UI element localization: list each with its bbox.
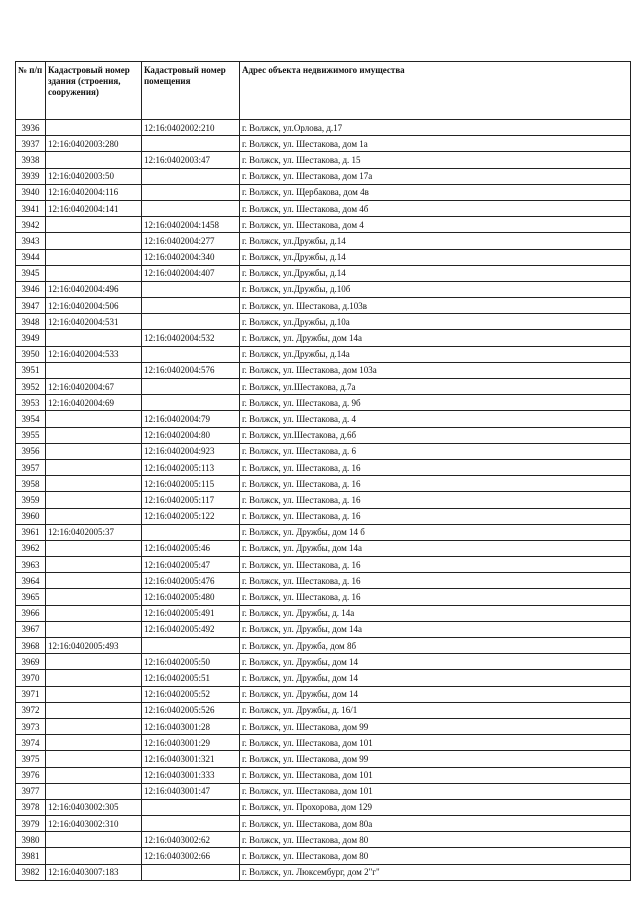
- table-row: [16, 621, 631, 637]
- building-cadastral-cell: [46, 670, 142, 686]
- address-cell: г. Волжск, ул. Шестакова, дом 17а: [240, 168, 631, 184]
- row-num-cell: 3974: [16, 735, 46, 751]
- building-cadastral-cell: [46, 783, 142, 799]
- address-cell: г. Волжск, ул.Дружбы, д.14: [240, 249, 631, 265]
- address-cell: г. Волжск, ул. Шестакова, дом 103а: [240, 362, 631, 378]
- address-cell: г. Волжск, ул. Шестакова, дом 101: [240, 735, 631, 751]
- table-row: [16, 816, 631, 832]
- table-row: [16, 427, 631, 443]
- address-cell: г. Волжск, ул. Люксембург, дом 2"г": [240, 864, 631, 880]
- row-num-cell: 3951: [16, 362, 46, 378]
- building-cadastral-cell: [46, 330, 142, 346]
- row-num-cell: 3977: [16, 783, 46, 799]
- building-cadastral-cell: [46, 621, 142, 637]
- building-cadastral-cell: 12:16:0402004:506: [46, 298, 142, 314]
- table-row: [16, 540, 631, 556]
- building-cadastral-cell: [46, 265, 142, 281]
- header-building-cadastral: Кадастровый номер здания (строения, сооружения): [46, 62, 142, 120]
- row-num-cell: 3953: [16, 395, 46, 411]
- room-cadastral-cell: 12:16:0402004:79: [142, 411, 240, 427]
- table-row: [16, 476, 631, 492]
- room-cadastral-cell: 12:16:0402004:407: [142, 265, 240, 281]
- row-num-cell: 3947: [16, 298, 46, 314]
- address-cell: г. Волжск, ул.Дружбы, д.14: [240, 265, 631, 281]
- building-cadastral-cell: [46, 476, 142, 492]
- table-row: [16, 702, 631, 718]
- address-cell: г. Волжск, ул. Шестакова, д. 16: [240, 492, 631, 508]
- building-cadastral-cell: [46, 120, 142, 136]
- building-cadastral-cell: 12:16:0402004:533: [46, 346, 142, 362]
- building-cadastral-cell: [46, 702, 142, 718]
- table-row: [16, 330, 631, 346]
- table-row: [16, 233, 631, 249]
- row-num-cell: 3950: [16, 346, 46, 362]
- room-cadastral-cell: 12:16:0402005:50: [142, 654, 240, 670]
- table-row: [16, 168, 631, 184]
- row-num-cell: 3970: [16, 670, 46, 686]
- row-num-cell: 3937: [16, 136, 46, 152]
- room-cadastral-cell: [142, 168, 240, 184]
- building-cadastral-cell: [46, 654, 142, 670]
- address-cell: г. Волжск, ул. Шестакова, д.103в: [240, 298, 631, 314]
- building-cadastral-cell: 12:16:0402005:493: [46, 638, 142, 654]
- row-num-cell: 3954: [16, 411, 46, 427]
- table-row: [16, 459, 631, 475]
- address-cell: г. Волжск, ул. Шестакова, дом 80: [240, 832, 631, 848]
- table-row: [16, 605, 631, 621]
- table-row: [16, 379, 631, 395]
- address-cell: г. Волжск, ул.Шестакова, д.6б: [240, 427, 631, 443]
- address-cell: г. Волжск, ул.Орлова, д.17: [240, 120, 631, 136]
- room-cadastral-cell: [142, 136, 240, 152]
- building-cadastral-cell: 12:16:0403002:305: [46, 799, 142, 815]
- table-row: [16, 152, 631, 168]
- room-cadastral-cell: [142, 864, 240, 880]
- row-num-cell: 3958: [16, 476, 46, 492]
- table-row: [16, 492, 631, 508]
- room-cadastral-cell: 12:16:0402005:117: [142, 492, 240, 508]
- building-cadastral-cell: 12:16:0402004:496: [46, 281, 142, 297]
- building-cadastral-cell: 12:16:0402004:531: [46, 314, 142, 330]
- row-num-cell: 3956: [16, 443, 46, 459]
- building-cadastral-cell: [46, 217, 142, 233]
- address-cell: г. Волжск, ул.Дружбы, д.10а: [240, 314, 631, 330]
- table-row: [16, 314, 631, 330]
- room-cadastral-cell: [142, 799, 240, 815]
- room-cadastral-cell: 12:16:0402004:340: [142, 249, 240, 265]
- address-cell: г. Волжск, ул. Шестакова, дом 101: [240, 767, 631, 783]
- room-cadastral-cell: [142, 524, 240, 540]
- table-row: [16, 362, 631, 378]
- address-cell: г. Волжск, ул.Шестакова, д.7а: [240, 379, 631, 395]
- address-cell: г. Волжск, ул. Дружбы, дом 14: [240, 686, 631, 702]
- address-cell: г. Волжск, ул. Шестакова, д. 16: [240, 476, 631, 492]
- address-cell: г. Волжск, ул. Щербакова, дом 4в: [240, 184, 631, 200]
- address-cell: г. Волжск, ул. Дружба, дом 8б: [240, 638, 631, 654]
- header-room-cadastral: Кадастровый номер помещения: [142, 62, 240, 120]
- building-cadastral-cell: [46, 589, 142, 605]
- row-num-cell: 3955: [16, 427, 46, 443]
- row-num-cell: 3966: [16, 605, 46, 621]
- address-cell: г. Волжск, ул. Дружбы, д. 16/1: [240, 702, 631, 718]
- room-cadastral-cell: 12:16:0403002:66: [142, 848, 240, 864]
- row-num-cell: 3969: [16, 654, 46, 670]
- row-num-cell: 3941: [16, 200, 46, 216]
- building-cadastral-cell: [46, 411, 142, 427]
- header-num: № п/п: [16, 62, 46, 120]
- room-cadastral-cell: 12:16:0403001:29: [142, 735, 240, 751]
- table-row: [16, 200, 631, 216]
- building-cadastral-cell: [46, 249, 142, 265]
- address-cell: г. Волжск, ул.Дружбы, д.14: [240, 233, 631, 249]
- row-num-cell: 3943: [16, 233, 46, 249]
- table-row: [16, 120, 631, 136]
- building-cadastral-cell: [46, 508, 142, 524]
- building-cadastral-cell: 12:16:0402003:280: [46, 136, 142, 152]
- room-cadastral-cell: [142, 314, 240, 330]
- address-cell: г. Волжск, ул. Дружбы, дом 14а: [240, 330, 631, 346]
- building-cadastral-cell: [46, 735, 142, 751]
- room-cadastral-cell: 12:16:0402005:122: [142, 508, 240, 524]
- row-num-cell: 3948: [16, 314, 46, 330]
- room-cadastral-cell: 12:16:0402005:52: [142, 686, 240, 702]
- address-cell: г. Волжск, ул. Шестакова, д. 4: [240, 411, 631, 427]
- room-cadastral-cell: 12:16:0403001:321: [142, 751, 240, 767]
- row-num-cell: 3982: [16, 864, 46, 880]
- room-cadastral-cell: [142, 395, 240, 411]
- address-cell: г. Волжск, ул. Шестакова, д. 16: [240, 459, 631, 475]
- building-cadastral-cell: 12:16:0402004:67: [46, 379, 142, 395]
- building-cadastral-cell: [46, 718, 142, 734]
- table-row: [16, 217, 631, 233]
- building-cadastral-cell: [46, 459, 142, 475]
- table-row: [16, 557, 631, 573]
- building-cadastral-cell: [46, 152, 142, 168]
- row-num-cell: 3963: [16, 557, 46, 573]
- table-row: [16, 136, 631, 152]
- row-num-cell: 3952: [16, 379, 46, 395]
- table-row: [16, 573, 631, 589]
- address-cell: г. Волжск, ул. Дружбы, дом 14: [240, 654, 631, 670]
- address-cell: г. Волжск, ул. Шестакова, дом 4: [240, 217, 631, 233]
- row-num-cell: 3968: [16, 638, 46, 654]
- table-row: [16, 249, 631, 265]
- building-cadastral-cell: [46, 605, 142, 621]
- table-header-row: [16, 62, 631, 120]
- row-num-cell: 3942: [16, 217, 46, 233]
- room-cadastral-cell: [142, 184, 240, 200]
- room-cadastral-cell: 12:16:0402005:476: [142, 573, 240, 589]
- row-num-cell: 3978: [16, 799, 46, 815]
- row-num-cell: 3939: [16, 168, 46, 184]
- table-row: [16, 184, 631, 200]
- address-cell: г. Волжск, ул. Шестакова, дом 1а: [240, 136, 631, 152]
- room-cadastral-cell: 12:16:0402004:923: [142, 443, 240, 459]
- building-cadastral-cell: 12:16:0402003:50: [46, 168, 142, 184]
- table-body: [16, 120, 631, 881]
- address-cell: г. Волжск, ул. Шестакова, д. 16: [240, 589, 631, 605]
- room-cadastral-cell: [142, 200, 240, 216]
- row-num-cell: 3964: [16, 573, 46, 589]
- room-cadastral-cell: [142, 298, 240, 314]
- address-cell: г. Волжск, ул. Шестакова, д. 15: [240, 152, 631, 168]
- table-row: [16, 783, 631, 799]
- room-cadastral-cell: [142, 638, 240, 654]
- row-num-cell: 3965: [16, 589, 46, 605]
- table-row: [16, 265, 631, 281]
- room-cadastral-cell: 12:16:0402004:1458: [142, 217, 240, 233]
- address-cell: г. Волжск, ул.Дружбы, д.14а: [240, 346, 631, 362]
- room-cadastral-cell: 12:16:0402004:277: [142, 233, 240, 249]
- row-num-cell: 3981: [16, 848, 46, 864]
- room-cadastral-cell: [142, 346, 240, 362]
- address-cell: г. Волжск, ул. Шестакова, дом 99: [240, 751, 631, 767]
- building-cadastral-cell: [46, 573, 142, 589]
- address-cell: г. Волжск, ул. Шестакова, д. 6: [240, 443, 631, 459]
- table-row: [16, 864, 631, 880]
- room-cadastral-cell: 12:16:0402005:491: [142, 605, 240, 621]
- room-cadastral-cell: 12:16:0402005:480: [142, 589, 240, 605]
- table-row: [16, 686, 631, 702]
- building-cadastral-cell: 12:16:0403002:310: [46, 816, 142, 832]
- table-row: [16, 298, 631, 314]
- table-row: [16, 508, 631, 524]
- row-num-cell: 3975: [16, 751, 46, 767]
- table-row: [16, 670, 631, 686]
- table-row: [16, 346, 631, 362]
- table-row: [16, 281, 631, 297]
- room-cadastral-cell: 12:16:0402004:576: [142, 362, 240, 378]
- address-cell: г. Волжск, ул.Дружбы, д.10б: [240, 281, 631, 297]
- room-cadastral-cell: 12:16:0402005:526: [142, 702, 240, 718]
- row-num-cell: 3971: [16, 686, 46, 702]
- room-cadastral-cell: 12:16:0403001:333: [142, 767, 240, 783]
- building-cadastral-cell: [46, 540, 142, 556]
- address-cell: г. Волжск, ул. Шестакова, дом 80а: [240, 816, 631, 832]
- address-cell: г. Волжск, ул. Шестакова, д. 16: [240, 557, 631, 573]
- building-cadastral-cell: [46, 492, 142, 508]
- room-cadastral-cell: 12:16:0402003:47: [142, 152, 240, 168]
- address-cell: г. Волжск, ул. Дружбы, д. 14а: [240, 605, 631, 621]
- building-cadastral-cell: [46, 427, 142, 443]
- building-cadastral-cell: [46, 443, 142, 459]
- room-cadastral-cell: 12:16:0402005:492: [142, 621, 240, 637]
- table-row: [16, 411, 631, 427]
- room-cadastral-cell: 12:16:0403001:28: [142, 718, 240, 734]
- address-cell: г. Волжск, ул. Шестакова, дом 80: [240, 848, 631, 864]
- table-row: [16, 735, 631, 751]
- table-row: [16, 395, 631, 411]
- row-num-cell: 3979: [16, 816, 46, 832]
- address-cell: г. Волжск, ул. Дружбы, дом 14а: [240, 540, 631, 556]
- building-cadastral-cell: 12:16:0402005:37: [46, 524, 142, 540]
- table-row: [16, 751, 631, 767]
- address-cell: г. Волжск, ул. Шестакова, д. 16: [240, 573, 631, 589]
- property-registry-table: [15, 61, 631, 881]
- building-cadastral-cell: [46, 832, 142, 848]
- address-cell: г. Волжск, ул. Дружбы, дом 14а: [240, 621, 631, 637]
- building-cadastral-cell: [46, 362, 142, 378]
- room-cadastral-cell: 12:16:0402005:51: [142, 670, 240, 686]
- row-num-cell: 3949: [16, 330, 46, 346]
- building-cadastral-cell: 12:16:0402004:69: [46, 395, 142, 411]
- row-num-cell: 3944: [16, 249, 46, 265]
- room-cadastral-cell: 12:16:0402002:210: [142, 120, 240, 136]
- row-num-cell: 3940: [16, 184, 46, 200]
- row-num-cell: 3980: [16, 832, 46, 848]
- table-row: [16, 638, 631, 654]
- table-row: [16, 767, 631, 783]
- room-cadastral-cell: 12:16:0402005:115: [142, 476, 240, 492]
- row-num-cell: 3938: [16, 152, 46, 168]
- address-cell: г. Волжск, ул. Прохорова, дом 129: [240, 799, 631, 815]
- room-cadastral-cell: 12:16:0402004:532: [142, 330, 240, 346]
- address-cell: г. Волжск, ул. Шестакова, дом 4б: [240, 200, 631, 216]
- address-cell: г. Волжск, ул. Шестакова, дом 99: [240, 718, 631, 734]
- address-cell: г. Волжск, ул. Дружбы, дом 14 б: [240, 524, 631, 540]
- room-cadastral-cell: [142, 281, 240, 297]
- row-num-cell: 3959: [16, 492, 46, 508]
- table-row: [16, 848, 631, 864]
- building-cadastral-cell: [46, 848, 142, 864]
- building-cadastral-cell: [46, 233, 142, 249]
- table-row: [16, 718, 631, 734]
- table-row: [16, 589, 631, 605]
- address-cell: г. Волжск, ул. Шестакова, д. 9б: [240, 395, 631, 411]
- table-row: [16, 799, 631, 815]
- row-num-cell: 3945: [16, 265, 46, 281]
- table-row: [16, 832, 631, 848]
- building-cadastral-cell: [46, 751, 142, 767]
- table-row: [16, 443, 631, 459]
- address-cell: г. Волжск, ул. Шестакова, д. 16: [240, 508, 631, 524]
- room-cadastral-cell: 12:16:0402005:46: [142, 540, 240, 556]
- row-num-cell: 3972: [16, 702, 46, 718]
- table-row: [16, 524, 631, 540]
- room-cadastral-cell: 12:16:0403002:62: [142, 832, 240, 848]
- room-cadastral-cell: 12:16:0403001:47: [142, 783, 240, 799]
- room-cadastral-cell: 12:16:0402005:47: [142, 557, 240, 573]
- building-cadastral-cell: 12:16:0402004:141: [46, 200, 142, 216]
- room-cadastral-cell: 12:16:0402005:113: [142, 459, 240, 475]
- row-num-cell: 3962: [16, 540, 46, 556]
- row-num-cell: 3960: [16, 508, 46, 524]
- row-num-cell: 3936: [16, 120, 46, 136]
- room-cadastral-cell: [142, 816, 240, 832]
- row-num-cell: 3967: [16, 621, 46, 637]
- room-cadastral-cell: [142, 379, 240, 395]
- row-num-cell: 3957: [16, 459, 46, 475]
- address-cell: г. Волжск, ул. Шестакова, дом 101: [240, 783, 631, 799]
- header-address: Адрес объекта недвижимого имущества: [240, 62, 631, 120]
- table-row: [16, 654, 631, 670]
- room-cadastral-cell: 12:16:0402004:80: [142, 427, 240, 443]
- building-cadastral-cell: 12:16:0402004:116: [46, 184, 142, 200]
- row-num-cell: 3973: [16, 718, 46, 734]
- building-cadastral-cell: [46, 767, 142, 783]
- row-num-cell: 3961: [16, 524, 46, 540]
- row-num-cell: 3946: [16, 281, 46, 297]
- building-cadastral-cell: [46, 557, 142, 573]
- row-num-cell: 3976: [16, 767, 46, 783]
- address-cell: г. Волжск, ул. Дружбы, дом 14: [240, 670, 631, 686]
- building-cadastral-cell: 12:16:0403007:183: [46, 864, 142, 880]
- building-cadastral-cell: [46, 686, 142, 702]
